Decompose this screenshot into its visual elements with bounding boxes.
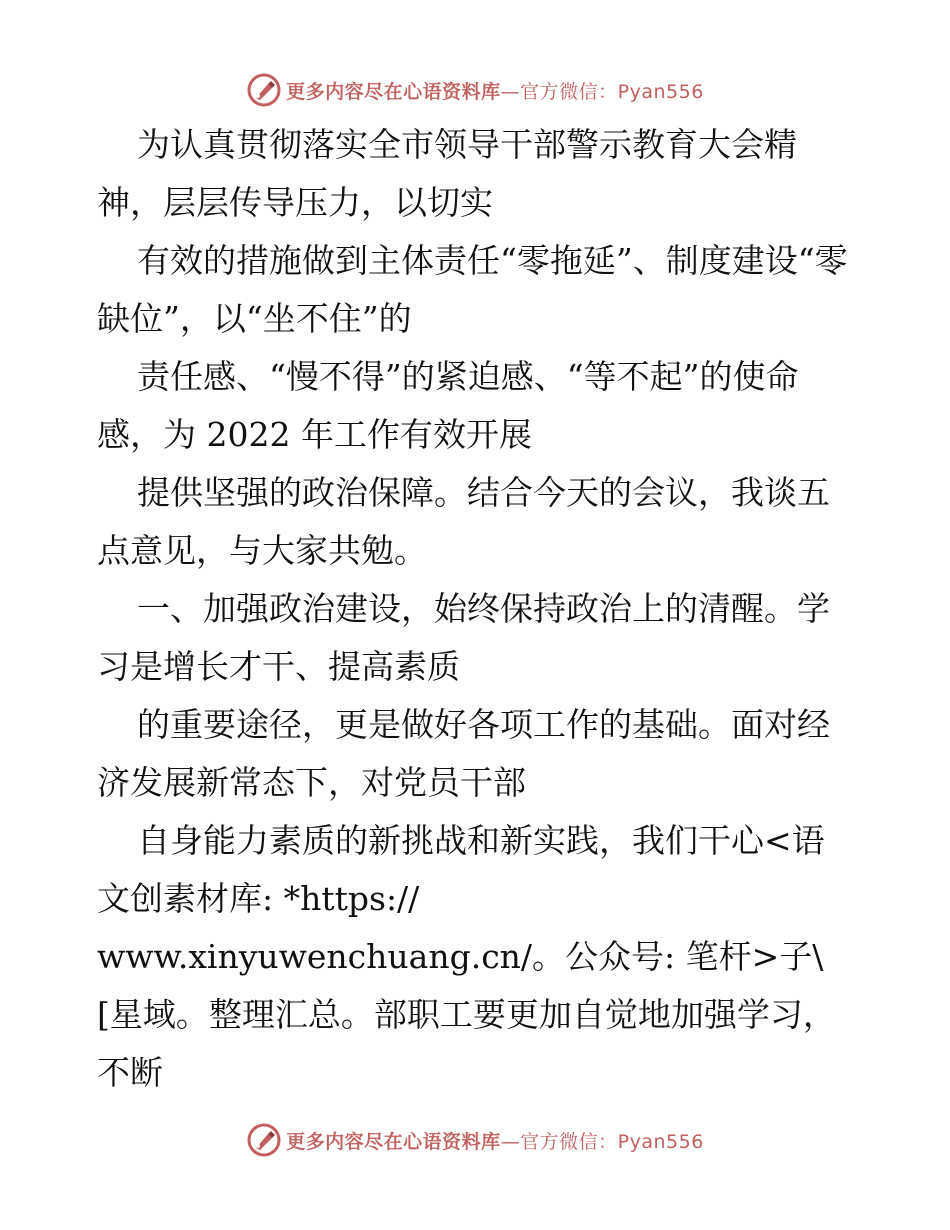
pen-logo-icon: [246, 72, 282, 108]
paragraph: www.xinyuwenchuang.cn/。公众号: 笔杆>子\[星域。整理汇总。部职工要更加自觉地加强学习，不断: [97, 937, 836, 1092]
watermark-separator: —: [500, 80, 521, 103]
watermark-main-text: 更多内容尽在心语资料库: [286, 80, 501, 103]
paragraph: 的重要途径，更是做好各项工作的基础。面对经济发展新常态下，对党员干部: [97, 705, 830, 802]
paragraph: 提供坚强的政治保障。结合今天的会议，我谈五点意见，与大家共勉。: [97, 473, 830, 570]
watermark-wechat-text: 官方微信：Pyan556: [520, 80, 704, 103]
paragraph: 一、加强政治建设，始终保持政治上的清醒。学习是增长才干、提高素质: [97, 589, 830, 686]
header-watermark: [0, 70, 950, 110]
watermark-main-text: 更多内容尽在心语资料库: [286, 1130, 501, 1153]
watermark-separator: —: [500, 1130, 521, 1153]
pen-logo-icon: [246, 1122, 282, 1158]
paragraph: 为认真贯彻落实全市领导干部警示教育大会精神，层层传导压力，以切实: [97, 125, 797, 222]
paragraph: 自身能力素质的新挑战和新实践，我们干心<语文创素材库: *https://: [97, 821, 825, 918]
watermark-wechat-text: 官方微信：Pyan556: [520, 1130, 704, 1153]
document-body: [97, 116, 857, 1102]
paragraph: 有效的措施做到主体责任“零拖延”、制度建设“零缺位”，以“坐不住”的: [97, 241, 848, 338]
paragraph: 责任感、“慢不得”的紧迫感、“等不起”的使命感，为 2022 年工作有效开展: [97, 357, 799, 454]
footer-watermark: [0, 1120, 950, 1160]
